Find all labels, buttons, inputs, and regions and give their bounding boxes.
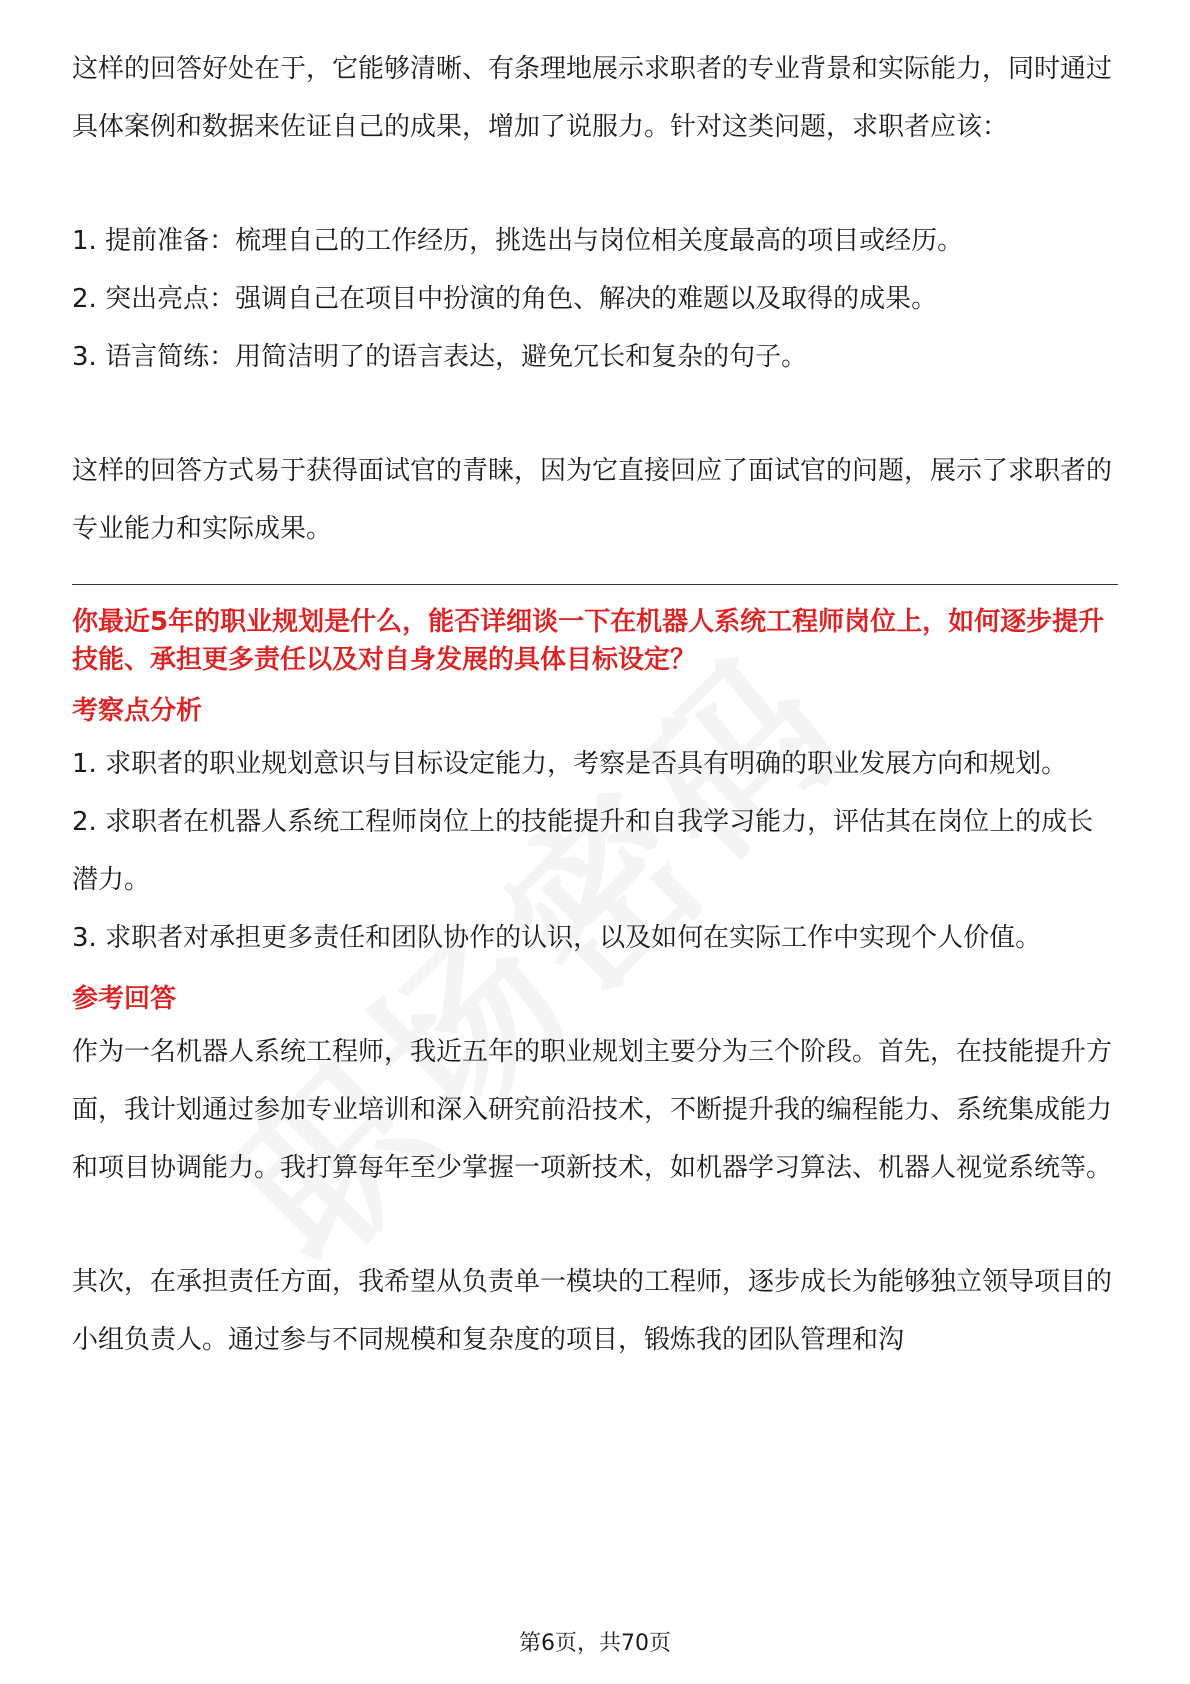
tip-item: 3. 语言简练：用简洁明了的语言表达，避免冗长和复杂的句子。 <box>72 342 808 372</box>
analysis-item: 3. 求职者对承担更多责任和团队协作的认识，以及如何在实际工作中实现个人价值。 <box>72 923 1042 953</box>
document-page <box>72 40 1118 1369</box>
tips-list <box>72 212 1118 386</box>
tip-item: 1. 提前准备：梳理自己的工作经历，挑选出与岗位相关度最高的项目或经历。 <box>72 226 964 256</box>
answer-paragraph: 作为一名机器人系统工程师，我近五年的职业规划主要分为三个阶段。首先，在技能提升方面，我计划通过参加专业培训和深入研究前沿技术，不断提升我的编程能力、系统集成能力和项目协调能力。我打算每年至少掌握一项新技术，如机器学习算法、机器人视觉系统等。 <box>72 1037 1113 1183</box>
spacer <box>72 1197 1118 1253</box>
analysis-item: 2. 求职者在机器人系统工程师岗位上的技能提升和自我学习能力，评估其在岗位上的成长潜力。 <box>72 807 1094 895</box>
intro-paragraph: 这样的回答好处在于，它能够清晰、有条理地展示求职者的专业背景和实际能力，同时通过具体案例和数据来佐证自己的成果，增加了说服力。针对这类问题，求职者应该： <box>72 54 1113 142</box>
spacer <box>72 156 1118 212</box>
answer-heading: 参考回答 <box>72 984 177 1014</box>
analysis-list <box>72 735 1118 967</box>
answer-paragraph: 其次，在承担责任方面，我希望从负责单一模块的工程师，逐步成长为能够独立领导项目的小组负责人。通过参与不同规模和复杂度的项目，锻炼我的团队管理和沟 <box>72 1267 1113 1355</box>
summary-paragraph: 这样的回答方式易于获得面试官的青睐，因为它直接回应了面试官的问题，展示了求职者的专业能力和实际成果。 <box>72 456 1113 544</box>
tip-item: 2. 突出亮点：强调自己在项目中扮演的角色、解决的难题以及取得的成果。 <box>72 284 938 314</box>
interview-question: 你最近5年的职业规划是什么，能否详细谈一下在机器人系统工程师岗位上，如何逐步提升技能、承担更多责任以及对自身发展的具体目标设定？ <box>72 607 1105 675</box>
page-number: 第6页，共70页 <box>519 1631 671 1656</box>
section-divider <box>72 584 1118 585</box>
analysis-item: 1. 求职者的职业规划意识与目标设定能力，考察是否具有明确的职业发展方向和规划。 <box>72 749 1068 779</box>
spacer <box>72 386 1118 442</box>
analysis-heading: 考察点分析 <box>72 696 203 726</box>
